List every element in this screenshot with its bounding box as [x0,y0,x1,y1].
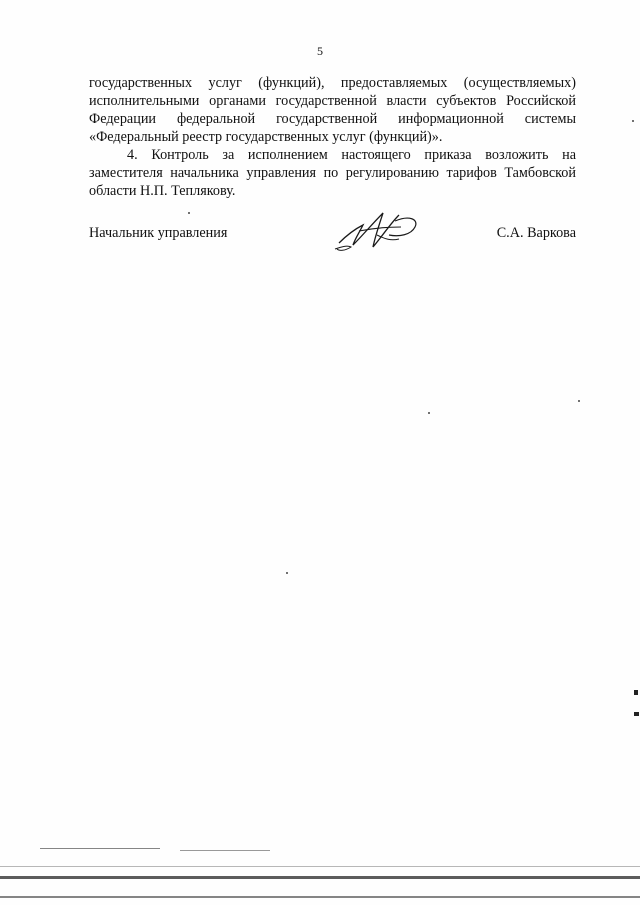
signatory-name: С.А. Варкова [496,225,576,241]
scan-bottom-line [0,896,640,898]
scan-speck [428,412,430,414]
scan-bottom-line [0,866,640,867]
document-body [89,74,576,200]
paragraph-item-4: 4. Контроль за исполнением настоящего приказа возложить на заместителя начальника управления по регулированию тарифов Тамбовской области Н.П. Теплякову. [89,147,576,199]
scan-speck [286,572,288,574]
page-number: 5 [317,44,323,58]
scan-speck [188,212,190,214]
signatory-position: Начальник управления [89,225,228,241]
scan-speck [632,120,634,122]
scan-bottom-line [0,876,640,879]
scan-edge-mark [634,690,638,695]
scan-edge-mark [634,712,639,716]
scan-bottom-line [40,848,160,849]
paragraph-continuation: государственных услуг (функций), предоставляемых (осуществляемых) исполнительными органами государственной власти субъектов Российской Федерации федеральной государственной информационной системы «Федеральный реестр государственных услуг (функций)». [89,75,576,145]
scan-speck [578,400,580,402]
handwritten-signature-icon [329,205,439,255]
scan-bottom-line [180,850,270,851]
signature-block [89,225,576,265]
